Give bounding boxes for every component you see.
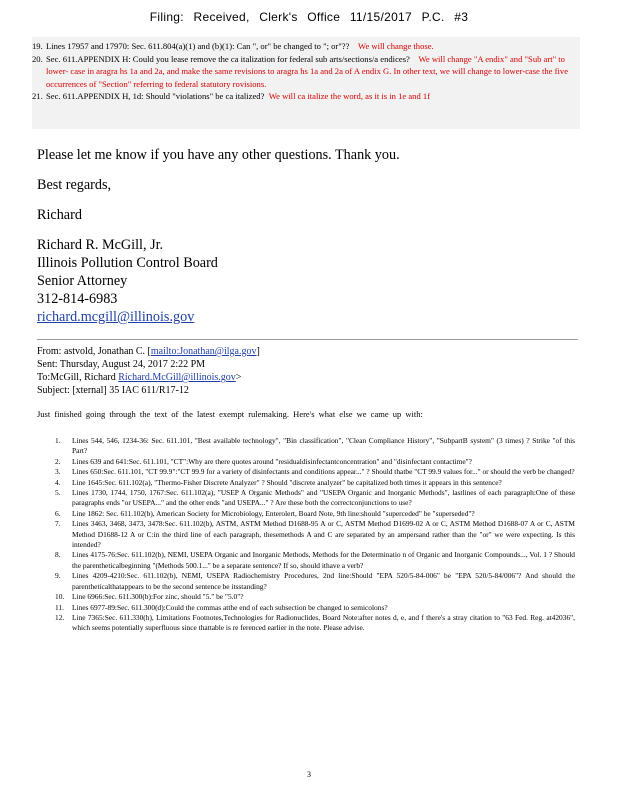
page-number: 3	[307, 770, 311, 779]
signature-email-link[interactable]: richard.mcgill@illinois.gov	[37, 309, 195, 325]
regards-line: Best regards,	[37, 177, 112, 193]
email-intro: Just finished going through the text of the latest exempt rulemaking. Here's what else we came up with:	[37, 409, 423, 419]
subject-line: Subject: [xternal] 35 IAC 611/R17-12	[37, 385, 189, 396]
from-email-link[interactable]: mailto:Jonathan@ilga.gov	[150, 346, 257, 357]
list-item: 1. Lines 544, 546, 1234-36: Sec. 611.101, "Best available technology", "Bin classification", "Clean Compliance History", "SubpartB system" (3 times) ? Strike "of this Part?	[55, 436, 575, 456]
reply-item	[32, 40, 580, 53]
list-item: 5. Lines 1730, 1744, 1750, 1767:Sec. 611.102(a), "USEP A Organic Methods" and "USEPA Organic and Inorganic Methods", lastlines of each paragraph:One of these paragraphs ends "or USEPA..." and the other ends "and USEPA..." ? Are these both the correctconjunctions to use?	[55, 488, 575, 508]
forwarded-email-header	[37, 345, 597, 397]
signature-phone: 312-814-6983	[37, 291, 118, 307]
from-line: From: astvold, Jonathan C. [mailto:Jonathan@ilga.gov]	[37, 346, 260, 357]
signature-organization: Illinois Pollution Control Board	[37, 255, 218, 271]
list-item: 3. Lines 650:Sec. 611.101, "CT 99.9":"CT 99.9 for a variety of disinfectants and conditions appear..." ? Should thatbe "CT 99.9 values for..." or should the verb be changed?	[55, 467, 575, 477]
email-divider	[37, 339, 578, 340]
to-line: To:McGill, Richard Richard.McGill@illinois.gov>	[37, 372, 242, 383]
reply-question: Lines 17957 and 17970: Sec. 611.804(a)(1) and (b)(1): Can ", or" be changed to "; or"??	[46, 41, 350, 51]
list-item: 4. Line 1645:Sec. 611.102(a), "Thermo-Fisher Discrete Analyzer" ? Should "discrete analyzer" be capitalized both times it appears in this sentence?	[55, 477, 502, 487]
closing-block	[37, 146, 597, 326]
reply-number: 20.	[32, 53, 43, 64]
reply-number: 21.	[32, 91, 43, 101]
list-item: 2. Lines 639 and 641:Sec. 611.101, "CT":Why are there quotes around "residualdisinfectantconcentration" and "disinfectant contactime"?	[55, 456, 472, 466]
reply-question: Sec. 611.APPENDIX H: Could you lease remove the ca italization for federal sub arts/sections/a endices?	[46, 53, 410, 64]
list-item: 6. Line 1862: Sec. 611.102(b), American Society for Microbiology, Enterolert, Board Note, 9th line:should "superceded" be "superseded"?	[55, 508, 475, 518]
sent-line: Sent: Thursday, August 24, 2017 2:22 PM	[37, 359, 206, 370]
signature-title: Senior Attorney	[37, 273, 128, 289]
reply-item	[32, 90, 580, 103]
sender-first-name: Richard	[37, 207, 82, 223]
list-item: 7. Lines 3463, 3468, 3473, 3478:Sec. 611.102(b), ASTM, ASTM Method D1688-95 A or C, ASTM Method D1699-02 A or C, ASTM Method D1688-07 A or C, ASTM Method D1688-12 A or C:in the third line of each paragraph, thesemethods A and C are separated by an ampersand rather than the "or" we were expecting. Is this intended?	[55, 519, 575, 550]
signature-name: Richard R. McGill, Jr.	[37, 237, 164, 253]
list-item: 8. Lines 4175-76:Sec. 611.102(b), NEMI, USEPA Organic and Inorganic Methods, Methods for the Determinatio n of Organic and Inorganic Compounds..., Vol. 1 ? Should the parentheticalbeginning "(Methods 500.1..." be a separate sentence? If so, should ithave a verb?	[55, 550, 575, 570]
list-item: 9. Lines 4209-4210:Sec. 611.102(b), NEMI, USEPA Radiochemistry Procedures, 2nd line:Should "EPA 520/5-84-006" be "EPA 520/5-84/006"? And should the parentheticalthatappears to be the second sentence be itsstanding?	[55, 571, 575, 591]
to-email-link[interactable]: Richard.McGill@illinois.gov	[118, 372, 236, 383]
reply-answer: We will ca italize the word, as it is in 1e and 1f	[268, 91, 431, 101]
closing-line: Please let me know if you have any other questions. Thank you.	[37, 147, 400, 163]
reply-number: 19.	[32, 41, 43, 51]
reply-answer: We will change those.	[358, 41, 434, 51]
list-item: 10. Line 6966:Sec. 611.300(b):For zinc, should "5." be "5.0"?	[55, 592, 244, 602]
reply-question: Sec. 611.APPENDIX H, 1d: Should "violations" be ca italized?	[46, 91, 265, 101]
list-item: 12. Line 7365:Sec. 611.330(h), Limitations Footnotes,Technologies for Radionuclides, Board Note:after notes d, e, and f there's a stray citation to "63 Fed. Reg. at42036", which seems potentially superfluous since thattable is re ferenced earlier in the note. Please advise.	[55, 612, 575, 633]
list-item: 11. Lines 6977-89:Sec. 611.300(d):Could the commas atthe end of each subsection be changed to semicolons?	[55, 602, 388, 612]
reply-list	[32, 40, 580, 103]
reply-item	[32, 53, 580, 91]
reply-answer: We will change "A endix" and "Sub art" to lower- case in aragra hs 1a and 2a, and make the same revisions to aragra hs 1a and 2a of A endix G. In other text, we will change to lower-case the five occurrences of "Section" referring to federal statutory rovisions.	[46, 53, 569, 89]
filing-header: Filing: Received, Clerk's Office 11/15/2017 P.C. #3	[149, 10, 469, 24]
comment-list	[55, 436, 575, 634]
